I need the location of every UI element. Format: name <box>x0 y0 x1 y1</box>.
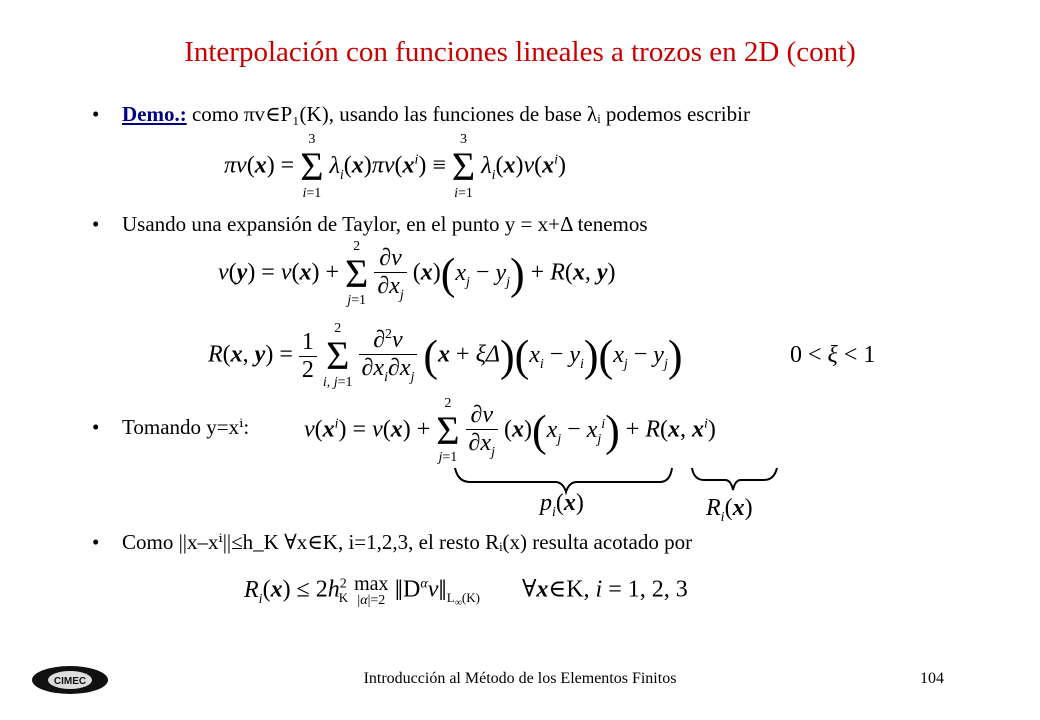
bullet-dot: • <box>92 530 100 554</box>
equation-xi-condition: 0 < ξ < 1 <box>790 342 876 368</box>
bullet-text: Como ||x–xⁱ||≤h_K ∀x∈K, i=1,2,3, el resto Rᵢ(x) resulta acotado por <box>122 530 693 554</box>
brace-label-p: $p_i(x)$ <box>540 490 584 520</box>
bullet-dot: • <box>92 415 100 439</box>
demo-label: Demo.: <box>122 102 187 126</box>
bullet-text: Usando una expansión de Taylor, en el punto y = x+Δ tenemos <box>122 212 648 236</box>
logo-text: CIMEC <box>53 676 87 687</box>
equation-bound: $R_i(x) \le 2h^2_K$ max |α|=2 $‖D^\alpha v‖_{L_\infty(K)}$ ∀x∈K, i = 1, 2, 3 <box>244 573 688 609</box>
bullet-text: como πv∈P₁(K), usando las funciones de base λᵢ podemos escribir <box>186 102 750 126</box>
equation-interpolant: πv(x) = 3 Σ i=1 $\lambda_i(x)\pi v(x^i)$ ≡ 3 Σ i=1 $\lambda_i(x)v(x^i)$ <box>224 132 567 201</box>
underbrace-right <box>692 468 777 490</box>
underbrace-left <box>455 468 672 492</box>
footer-course-title: Introducción al Método de los Elementos Finitos <box>363 670 677 687</box>
bullet-bound <box>92 530 692 555</box>
equation-vertex-expansion: $v(x^i) = v(x)$ + 2 Σ j=1 $\frac{\partial v}{\partial x_j}$ $(x)(x_j - x_j^i) + R(x$, $x^i$) <box>304 396 716 465</box>
slide-title: Interpolación con funciones lineales a trozos en 2D (cont) <box>184 36 856 68</box>
page-number: 104 <box>920 670 944 687</box>
brace-label-r: $R_i(x)$ <box>706 495 753 525</box>
bullet-text: Tomando y=xⁱ: <box>122 415 250 439</box>
bullet-dot: • <box>92 212 100 236</box>
equation-taylor: v(y) = v(x) + 2 Σ j=1 $\frac{\partial v}{\partial x_j}$ $(x)(x_j - y_j) + R(x$, y) <box>218 239 616 308</box>
equation-remainder: R(x, y) = $\frac{1}{2}$ 2 Σ i, j=1 $\frac{\partial^2v}{\partial x_i\partial x_j}$ $(x + \xi\Delta)(x_i - y_i)(x_j - y_j)$ <box>208 321 683 390</box>
bullet-dot: • <box>92 102 100 126</box>
